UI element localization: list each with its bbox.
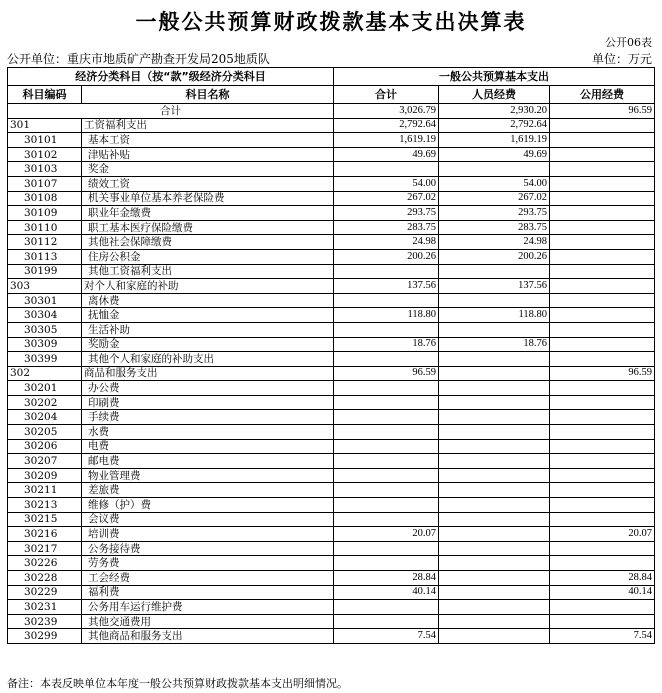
table-row [8,191,655,206]
row-total: 200.26 [334,249,439,264]
table-row [8,410,655,425]
row-code: 30199 [8,264,82,279]
row-personnel: 18.76 [439,337,550,352]
table-row [8,235,655,250]
row-total: 96.59 [334,366,439,381]
row-personnel [439,585,550,600]
row-personnel: 283.75 [439,220,550,235]
row-total [334,614,439,629]
row-personnel [439,381,550,396]
row-name: 住房公积金 [82,249,334,264]
table-row [8,556,655,571]
row-public [550,395,655,410]
row-name: 其他商品和服务支出 [82,629,334,644]
row-code: 30231 [8,600,82,615]
row-public [550,381,655,396]
row-total: 20.07 [334,527,439,542]
row-public [550,468,655,483]
row-name: 津贴补贴 [82,147,334,162]
row-public [550,133,655,148]
table-row [8,395,655,410]
row-total [334,395,439,410]
row-total: 40.14 [334,585,439,600]
row-total [334,381,439,396]
row-total [334,410,439,425]
row-total [334,439,439,454]
row-public: 40.14 [550,585,655,600]
row-personnel: 200.26 [439,249,550,264]
row-public [550,439,655,454]
table-row [8,614,655,629]
row-total: 28.84 [334,571,439,586]
row-personnel [439,614,550,629]
row-personnel: 49.69 [439,147,550,162]
row-public: 7.54 [550,629,655,644]
header-public: 公用经费 [550,86,655,104]
row-code: 30202 [8,395,82,410]
row-public [550,264,655,279]
row-personnel [439,395,550,410]
row-total [334,541,439,556]
row-total: 24.98 [334,235,439,250]
row-code: 30211 [8,483,82,498]
header-personnel: 人员经费 [439,86,550,104]
row-name: 奖励金 [82,337,334,352]
header-code: 科目编码 [8,86,82,104]
table-row [8,527,655,542]
row-personnel: 137.56 [439,279,550,294]
row-name: 商品和服务支出 [82,366,334,381]
table-row [8,629,655,644]
row-personnel [439,425,550,440]
row-name: 职业年金缴费 [82,206,334,221]
row-public [550,176,655,191]
row-name: 福利费 [82,585,334,600]
row-personnel: 54.00 [439,176,550,191]
row-total [334,483,439,498]
row-code: 30301 [8,293,82,308]
row-code: 30103 [8,162,82,177]
row-personnel [439,556,550,571]
currency-unit: 单位：万元 [591,52,652,66]
row-personnel [439,410,550,425]
row-code: 30101 [8,133,82,148]
row-total: 54.00 [334,176,439,191]
row-name: 其他社会保障缴费 [82,235,334,250]
row-personnel [439,629,550,644]
form-code: 公开06表 [605,36,652,49]
row-name: 差旅费 [82,483,334,498]
reporting-unit: 公开单位：重庆市地质矿产勘查开发局205地质队 [7,52,270,66]
row-personnel [439,483,550,498]
table-row [8,162,655,177]
header-name: 科目名称 [82,86,334,104]
row-total: 293.75 [334,206,439,221]
row-public [550,220,655,235]
total-amount: 3,026.79 [334,104,439,119]
row-code: 30216 [8,527,82,542]
row-public [550,352,655,367]
row-code: 30205 [8,425,82,440]
total-personnel: 2,930.20 [439,104,550,119]
table-row [8,468,655,483]
table-row [8,512,655,527]
row-personnel: 1,619.19 [439,133,550,148]
row-name: 会议费 [82,512,334,527]
row-public [550,556,655,571]
row-personnel [439,512,550,527]
row-total: 267.02 [334,191,439,206]
row-code: 30309 [8,337,82,352]
row-name: 手续费 [82,410,334,425]
row-public [550,308,655,323]
row-code: 30209 [8,468,82,483]
row-code: 30215 [8,512,82,527]
row-code: 30399 [8,352,82,367]
row-code: 30299 [8,629,82,644]
row-name: 抚恤金 [82,308,334,323]
row-total: 283.75 [334,220,439,235]
row-name: 工会经费 [82,571,334,586]
row-public [550,512,655,527]
row-code: 30206 [8,439,82,454]
total-public: 96.59 [550,104,655,119]
row-public [550,279,655,294]
row-public [550,498,655,513]
row-personnel: 24.98 [439,235,550,250]
row-total: 7.54 [334,629,439,644]
row-public [550,235,655,250]
table-row [8,337,655,352]
row-code: 30226 [8,556,82,571]
row-name: 其他交通费用 [82,614,334,629]
row-name: 基本工资 [82,133,334,148]
row-code: 30110 [8,220,82,235]
row-personnel [439,264,550,279]
total-row [8,104,655,119]
row-name: 职工基本医疗保险缴费 [82,220,334,235]
row-total [334,556,439,571]
row-name: 邮电费 [82,454,334,469]
row-name: 生活补助 [82,322,334,337]
row-code: 30109 [8,206,82,221]
row-name: 公务用车运行维护费 [82,600,334,615]
row-public [550,191,655,206]
header-group-row [8,68,655,86]
row-personnel [439,527,550,542]
row-name: 机关事业单位基本养老保险费 [82,191,334,206]
table-row [8,206,655,221]
row-name: 物业管理费 [82,468,334,483]
total-label: 合计 [8,104,334,119]
table-row [8,249,655,264]
table-row [8,293,655,308]
row-personnel [439,454,550,469]
row-personnel [439,293,550,308]
expenditure-table [7,67,655,644]
table-row [8,352,655,367]
table-row [8,322,655,337]
row-public: 20.07 [550,527,655,542]
row-public [550,337,655,352]
row-public [550,541,655,556]
table-row [8,147,655,162]
row-total [334,498,439,513]
row-personnel [439,498,550,513]
row-personnel [439,541,550,556]
table-row [8,264,655,279]
row-total [334,468,439,483]
table-row [8,366,655,381]
row-name: 印刷费 [82,395,334,410]
row-name: 工资福利支出 [82,118,334,133]
row-code: 30204 [8,410,82,425]
row-name: 水费 [82,425,334,440]
row-total: 49.69 [334,147,439,162]
row-code: 30229 [8,585,82,600]
row-public [550,293,655,308]
header-column-row [8,86,655,104]
row-personnel [439,468,550,483]
row-public [550,614,655,629]
row-total [334,322,439,337]
row-code: 30213 [8,498,82,513]
row-code: 30304 [8,308,82,323]
header-economic-classification: 经济分类科目（按“款”级经济分类科目 [8,68,334,86]
row-name: 奖金 [82,162,334,177]
row-total: 118.80 [334,308,439,323]
row-code: 30108 [8,191,82,206]
row-total [334,264,439,279]
row-personnel: 267.02 [439,191,550,206]
row-public [550,600,655,615]
row-name: 办公费 [82,381,334,396]
row-name: 劳务费 [82,556,334,571]
row-name: 公务接待费 [82,541,334,556]
row-code: 302 [8,366,82,381]
row-total [334,600,439,615]
row-public [550,410,655,425]
table-row [8,571,655,586]
row-name: 电费 [82,439,334,454]
table-row [8,498,655,513]
row-name: 绩效工资 [82,176,334,191]
row-public: 96.59 [550,366,655,381]
row-code: 30228 [8,571,82,586]
row-total: 2,792.64 [334,118,439,133]
row-personnel [439,439,550,454]
row-total [334,162,439,177]
row-total [334,425,439,440]
row-code: 30107 [8,176,82,191]
row-personnel: 2,792.64 [439,118,550,133]
row-personnel: 118.80 [439,308,550,323]
row-public [550,249,655,264]
row-code: 30305 [8,322,82,337]
row-code: 30217 [8,541,82,556]
header-general-budget: 一般公共预算基本支出 [334,68,655,86]
table-row [8,439,655,454]
footnote: 备注：本表反映单位本年度一般公共预算财政拨款基本支出明细情况。 [7,677,348,690]
table-row [8,220,655,235]
row-public [550,147,655,162]
table-row [8,381,655,396]
row-code: 30112 [8,235,82,250]
table-row [8,176,655,191]
row-public [550,206,655,221]
row-name: 其他工资福利支出 [82,264,334,279]
row-public [550,118,655,133]
row-name: 对个人和家庭的补助 [82,279,334,294]
row-code: 301 [8,118,82,133]
row-personnel [439,571,550,586]
row-code: 303 [8,279,82,294]
table-row [8,541,655,556]
table-row [8,118,655,133]
row-total [334,293,439,308]
row-public [550,425,655,440]
table-row [8,133,655,148]
row-personnel [439,366,550,381]
row-total: 137.56 [334,279,439,294]
row-code: 30102 [8,147,82,162]
row-public [550,483,655,498]
row-public [550,322,655,337]
row-code: 30113 [8,249,82,264]
row-personnel [439,322,550,337]
page-title: 一般公共预算财政拨款基本支出决算表 [135,9,527,34]
row-name: 离休费 [82,293,334,308]
row-total [334,512,439,527]
row-personnel [439,352,550,367]
row-total: 18.76 [334,337,439,352]
row-personnel [439,600,550,615]
row-total: 1,619.19 [334,133,439,148]
table-row [8,308,655,323]
row-name: 其他个人和家庭的补助支出 [82,352,334,367]
table-row [8,483,655,498]
row-personnel [439,162,550,177]
table-row [8,454,655,469]
table-row [8,600,655,615]
table-row [8,585,655,600]
row-total [334,352,439,367]
row-name: 维修（护）费 [82,498,334,513]
row-public [550,162,655,177]
row-code: 30201 [8,381,82,396]
row-name: 培训费 [82,527,334,542]
row-code: 30239 [8,614,82,629]
row-personnel: 293.75 [439,206,550,221]
header-total: 合计 [334,86,439,104]
row-public: 28.84 [550,571,655,586]
row-total [334,454,439,469]
table-row [8,425,655,440]
table-row [8,279,655,294]
row-public [550,454,655,469]
row-code: 30207 [8,454,82,469]
